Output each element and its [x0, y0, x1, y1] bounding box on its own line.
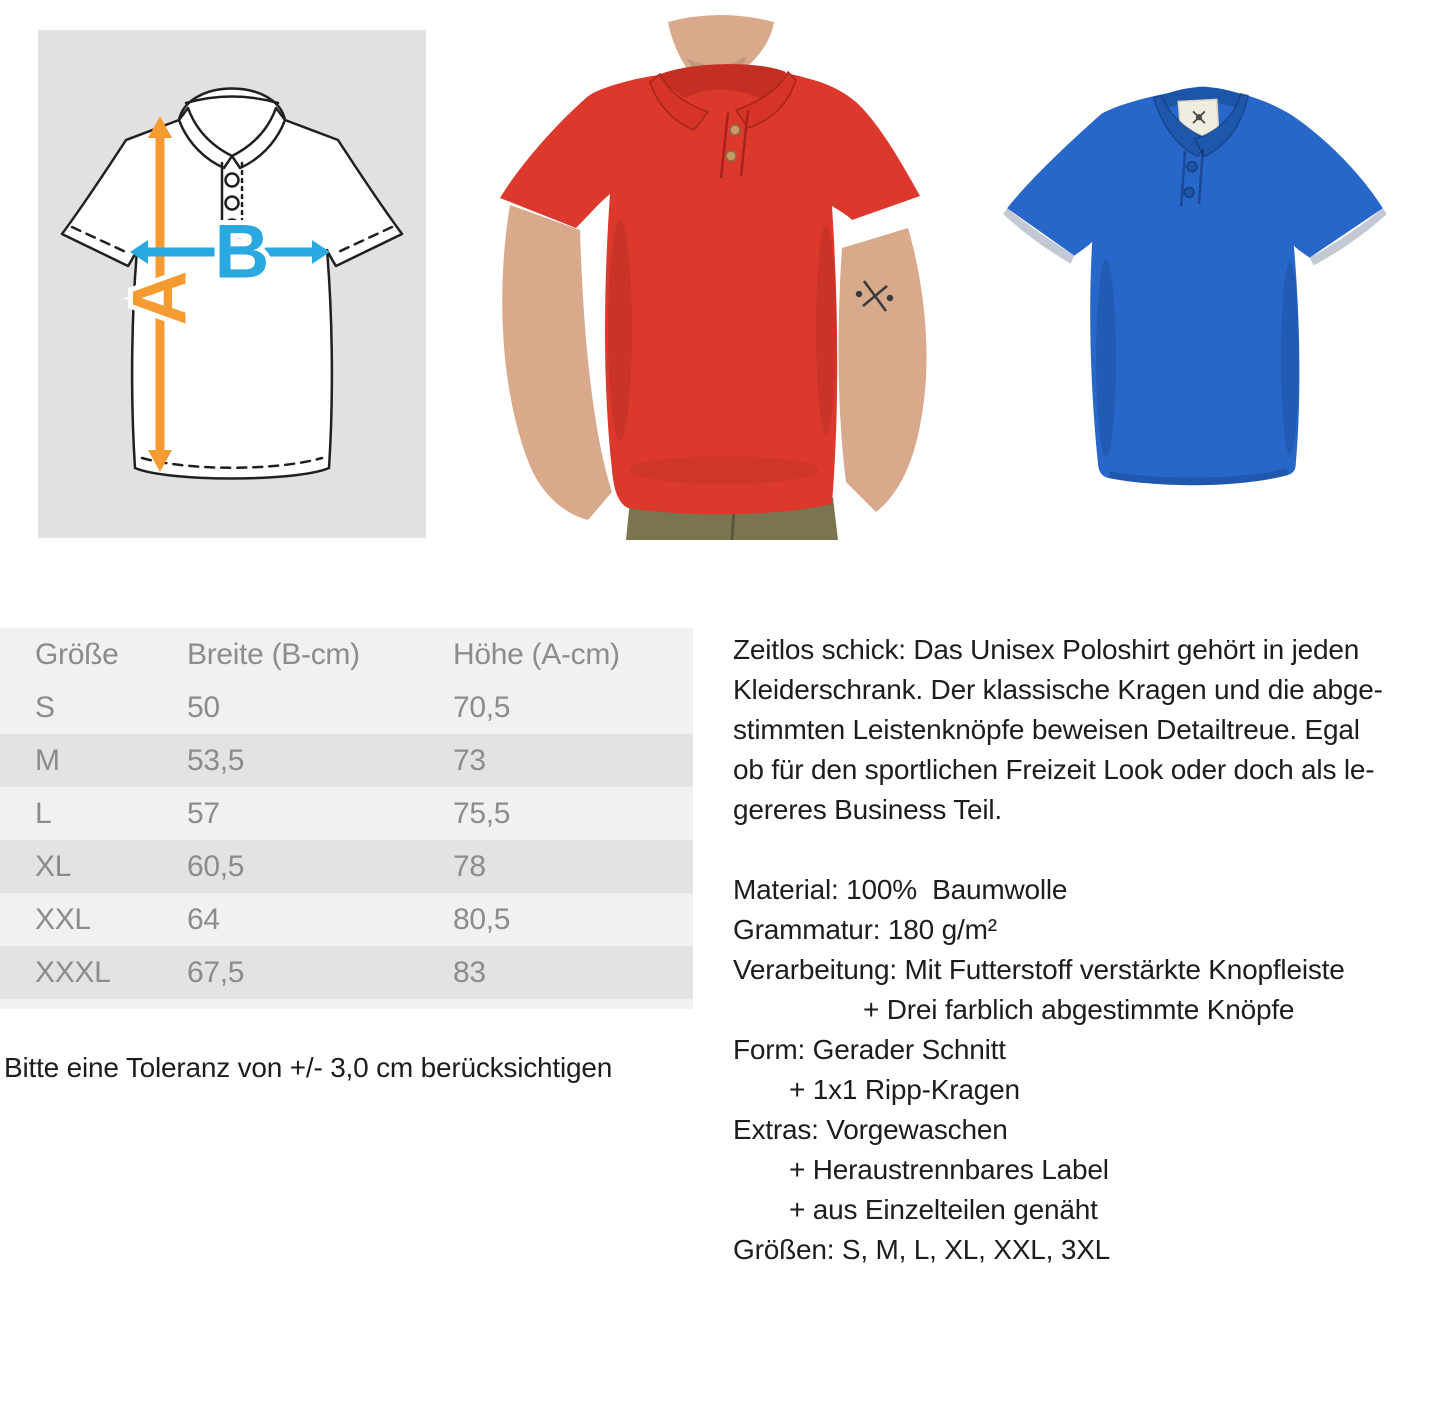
size-table-header	[0, 628, 693, 681]
size-diagram-illustration	[38, 30, 426, 538]
blue-polo-shirt	[1003, 87, 1387, 486]
model-photo-illustration	[480, 0, 960, 540]
table-row	[0, 946, 693, 999]
description-line: gereres Business Teil.	[733, 794, 1002, 825]
table-cell: 78	[453, 849, 486, 883]
button-icon	[726, 151, 736, 161]
table-cell: XXL	[35, 902, 91, 936]
spec-line: + aus Einzelteilen genäht	[789, 1194, 1098, 1225]
button-icon	[1184, 187, 1194, 197]
table-cell: M	[35, 743, 60, 777]
spec-line: + 1x1 Ripp-Kragen	[789, 1074, 1020, 1105]
size-diagram	[38, 30, 426, 538]
description-line: Kleiderschrank. Der klassische Kragen und die abge-	[733, 674, 1383, 705]
spec-line: Grammatur: 180 g/m²	[733, 914, 997, 945]
table-cell: 60,5	[187, 849, 245, 883]
table-cell: 64	[187, 902, 220, 936]
table-row	[0, 840, 693, 893]
spec-line: Extras: Vorgewaschen	[733, 1114, 1008, 1145]
spec-line: + Drei farblich abgestimmte Knöpfe	[863, 994, 1295, 1025]
spec-line: + Heraustrennbares Label	[789, 1154, 1109, 1185]
button-icon	[226, 174, 239, 187]
description-line: ob für den sportlichen Freizeit Look oder doch als le-	[733, 754, 1375, 785]
size-table-body	[0, 681, 693, 999]
size-table	[0, 628, 693, 1009]
blue-polo-illustration	[995, 52, 1395, 487]
table-cell: 75,5	[453, 796, 511, 830]
table-row	[0, 681, 693, 734]
table-cell: 83	[453, 955, 486, 989]
description-line: Zeitlos schick: Das Unisex Poloshirt gehört in jeden	[733, 634, 1360, 665]
table-cell: 73	[453, 743, 486, 777]
table-cell: XL	[35, 849, 72, 883]
table-row	[0, 734, 693, 787]
table-cell: L	[35, 796, 52, 830]
model-photo-red-polo	[480, 0, 960, 540]
table-cell: 70,5	[453, 690, 511, 724]
button-icon	[226, 197, 239, 210]
button-icon	[730, 125, 740, 135]
table-row	[0, 787, 693, 840]
product-photo-blue-polo	[995, 52, 1395, 487]
table-cell: S	[35, 690, 55, 724]
measure-label-a: A	[117, 270, 203, 326]
description-intro	[733, 630, 1438, 830]
spec-line: Größen: S, M, L, XL, XXL, 3XL	[733, 1234, 1111, 1265]
table-cell: 53,5	[187, 743, 245, 777]
spec-line: Form: Gerader Schnitt	[733, 1034, 1006, 1065]
product-description	[733, 630, 1438, 1270]
table-row	[0, 893, 693, 946]
table-cell: 80,5	[453, 902, 511, 936]
spec-line: Verarbeitung: Mit Futterstoff verstärkte Knopfleiste	[733, 954, 1345, 985]
header-cell: Größe	[35, 637, 119, 671]
table-cell: XXXL	[35, 955, 111, 989]
table-cell: 50	[187, 690, 220, 724]
header-cell: Höhe (A-cm)	[453, 637, 620, 671]
button-icon	[1187, 162, 1197, 172]
description-specs	[733, 870, 1438, 1270]
table-cell: 67,5	[187, 955, 245, 989]
header-cell: Breite (B-cm)	[187, 637, 360, 671]
measure-label-b: B	[214, 209, 270, 295]
spec-line: Material: 100% Baumwolle	[733, 874, 1068, 905]
tolerance-note: Bitte eine Toleranz von +/- 3,0 cm berücksichtigen	[4, 1052, 613, 1083]
description-line: stimmten Leistenknöpfe beweisen Detailtreue. Egal	[733, 714, 1360, 745]
table-cell: 57	[187, 796, 220, 830]
